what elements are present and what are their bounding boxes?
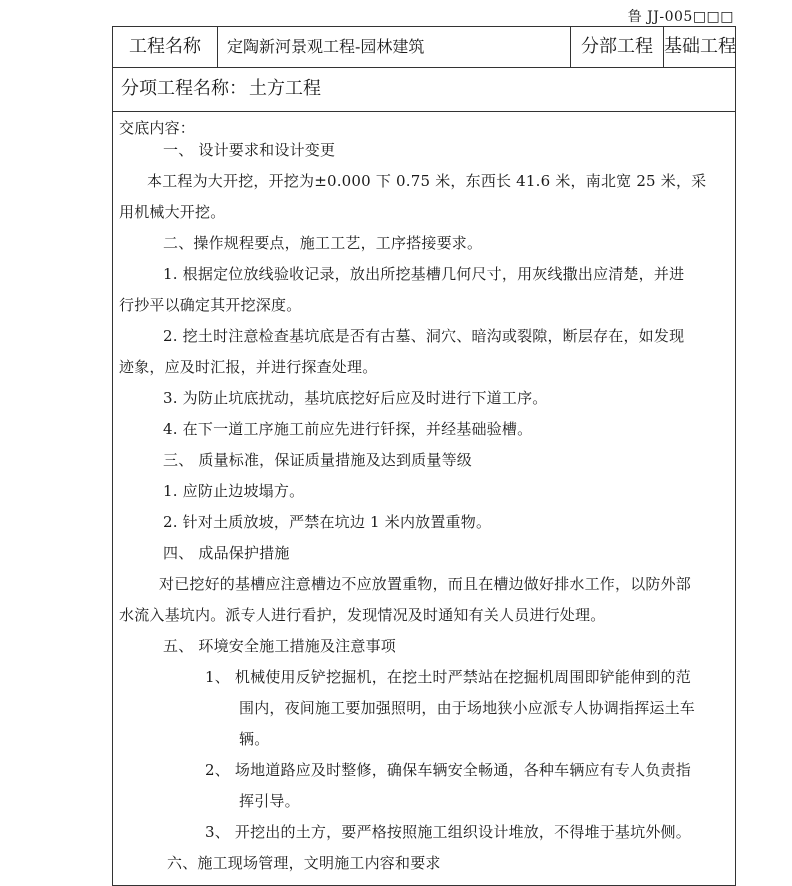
content-line: 1、 机械使用反铲挖掘机，在挖土时严禁站在挖掘机周围即铲能伸到的范 [205, 668, 691, 686]
project-name-label: 工程名称 [113, 27, 218, 67]
content-line: 2. 针对土质放坡，严禁在坑边 1 米内放置重物。 [163, 513, 492, 531]
content-line: 一、 设计要求和设计变更 [163, 141, 336, 159]
content-line: 对已挖好的基槽应注意槽边不应放置重物，而且在槽边做好排水工作，以防外部 [159, 575, 692, 593]
content-line: 2、 场地道路应及时整修，确保车辆安全畅通，各种车辆应有专人负责指 [205, 761, 691, 779]
content-line: 二、操作规程要点，施工工艺，工序搭接要求。 [163, 234, 483, 252]
subitem-value: 土方工程 [249, 78, 321, 99]
subitem-label: 分项工程名称： [121, 78, 247, 99]
division-label: 分部工程 [571, 27, 664, 67]
content-line: 本工程为大开挖，开挖为±0.000 下 0.75 米，东西长 41.6 米，南北宽 25 米，采 [147, 172, 707, 190]
content-line: 交底内容： [119, 119, 196, 137]
content-line: 1. 应防止边坡塌方。 [163, 482, 305, 500]
content-line: 辆。 [239, 730, 270, 748]
content-line: 3、 开挖出的土方，要严格按照施工组织设计堆放，不得堆于基坑外侧。 [205, 823, 691, 841]
header-row [113, 27, 735, 68]
division-value: 基础工程 [664, 36, 736, 57]
content-line: 围内，夜间施工要加强照明，由于场地狭小应派专人协调指挥运土车 [239, 699, 696, 717]
content-line: 用机械大开挖。 [119, 203, 226, 221]
project-name-value: 定陶新河景观工程-园林建筑 [217, 27, 571, 67]
form-table [112, 26, 736, 886]
content-line: 挥引导。 [239, 792, 300, 810]
content-line: 1. 根据定位放线验收记录，放出所挖基槽几何尺寸，用灰线撒出应清楚，并进 [163, 265, 685, 283]
content-line: 行抄平以确定其开挖深度。 [119, 296, 302, 314]
document-code: 鲁 JJ-005□□□ [627, 9, 734, 25]
content-line: 三、 质量标准，保证质量措施及达到质量等级 [163, 451, 472, 469]
content-line: 2. 挖土时注意检查基坑底是否有古墓、洞穴、暗沟或裂隙，断层存在，如发现 [163, 327, 685, 345]
content-line: 六、施工现场管理，文明施工内容和要求 [167, 854, 441, 872]
subitem-row [113, 67, 735, 112]
content-line: 3. 为防止坑底扰动，基坑底挖好后应及时进行下道工序。 [163, 389, 548, 407]
content-line: 五、 环境安全施工措施及注意事项 [163, 637, 396, 655]
content-line: 迹象，应及时汇报，并进行探查处理。 [119, 358, 378, 376]
content-line: 四、 成品保护措施 [163, 544, 290, 562]
content-line: 水流入基坑内。派专人进行看护，发现情况及时通知有关人员进行处理。 [119, 606, 606, 624]
content-line: 4. 在下一道工序施工前应先进行钎探，并经基础验槽。 [163, 420, 533, 438]
